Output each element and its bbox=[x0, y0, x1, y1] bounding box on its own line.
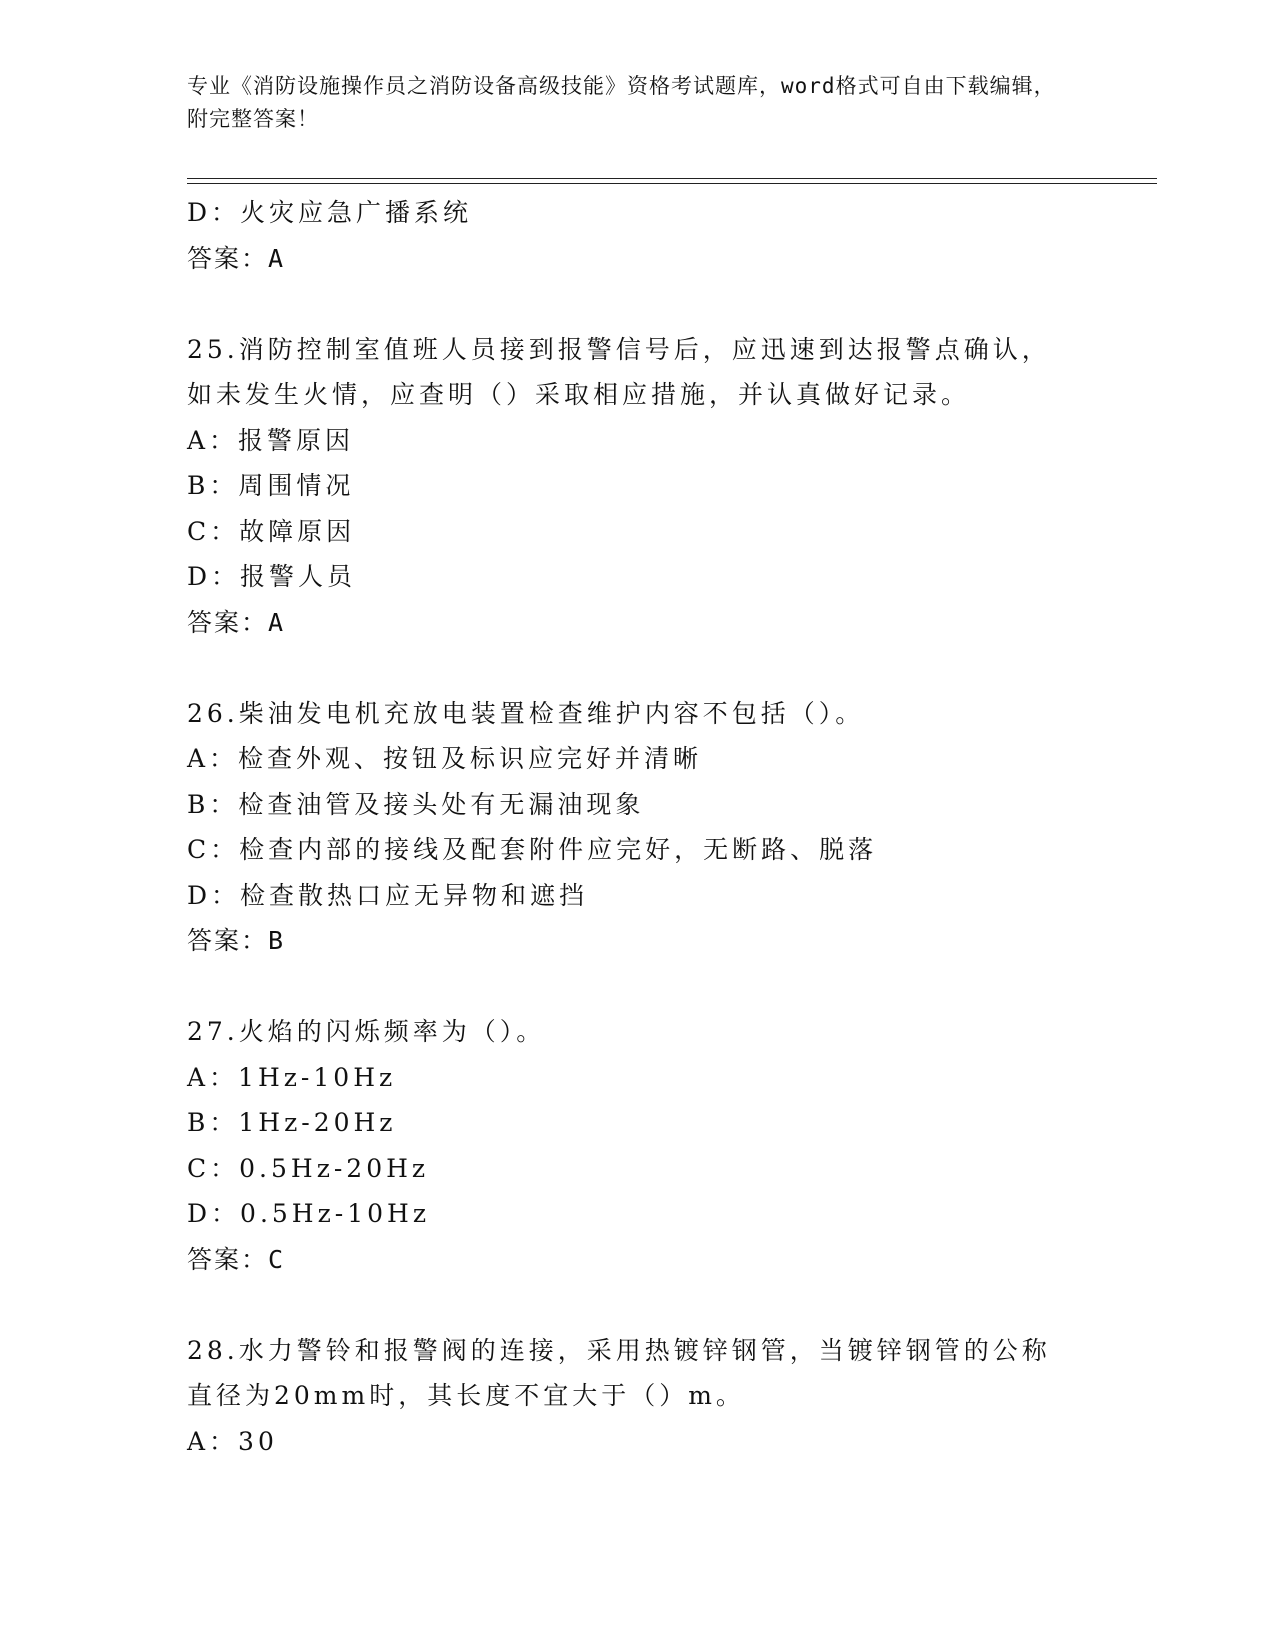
header-rule-bottom bbox=[187, 183, 1157, 184]
document-body bbox=[187, 190, 1087, 1464]
option-a: A：30 bbox=[187, 1426, 278, 1456]
question-text: 28.水力警铃和报警阀的连接，采用热镀锌钢管，当镀锌钢管的公称直径为20mm时，其长度不宜大于（）m。 bbox=[187, 1335, 1051, 1410]
answer: 答案：B bbox=[187, 926, 286, 955]
option-c: C：检查内部的接线及配套附件应完好，无断路、脱落 bbox=[187, 835, 878, 864]
option-d: D：检查散热口应无异物和遮挡 bbox=[187, 880, 589, 910]
option-c: C：故障原因 bbox=[187, 516, 356, 546]
option-a: A：1Hz-10Hz bbox=[187, 1062, 397, 1092]
answer: 答案：A bbox=[187, 243, 286, 273]
option-b: B：检查油管及接头处有无漏油现象 bbox=[187, 789, 645, 819]
option-a: A：检查外观、按钮及标识应完好并清晰 bbox=[187, 744, 703, 773]
answer: 答案：A bbox=[187, 607, 286, 637]
header-rule-top bbox=[187, 178, 1157, 179]
option-d: D：报警人员 bbox=[187, 562, 357, 591]
option-d: D：0.5Hz-10Hz bbox=[187, 1199, 431, 1228]
option-c: C：0.5Hz-20Hz bbox=[187, 1153, 430, 1183]
option-d: D：火灾应急广播系统 bbox=[187, 198, 473, 227]
option-b: B：周围情况 bbox=[187, 471, 355, 500]
question-text: 25.消防控制室值班人员接到报警信号后，应迅速到达报警点确认，如未发生火情，应查明（）采取相应措施，并认真做好记录。 bbox=[187, 334, 1051, 409]
option-a: A：报警原因 bbox=[187, 425, 355, 455]
page-header: 专业《消防设施操作员之消防设备高级技能》资格考试题库，word格式可自由下载编辑，附完整答案！ bbox=[187, 74, 1056, 131]
question-text: 27.火焰的闪烁频率为（）。 bbox=[187, 1017, 546, 1046]
answer: 答案：C bbox=[187, 1244, 286, 1274]
question-text: 26.柴油发电机充放电装置检查维护内容不包括（）。 bbox=[187, 698, 865, 728]
option-b: B：1Hz-20Hz bbox=[187, 1108, 397, 1137]
